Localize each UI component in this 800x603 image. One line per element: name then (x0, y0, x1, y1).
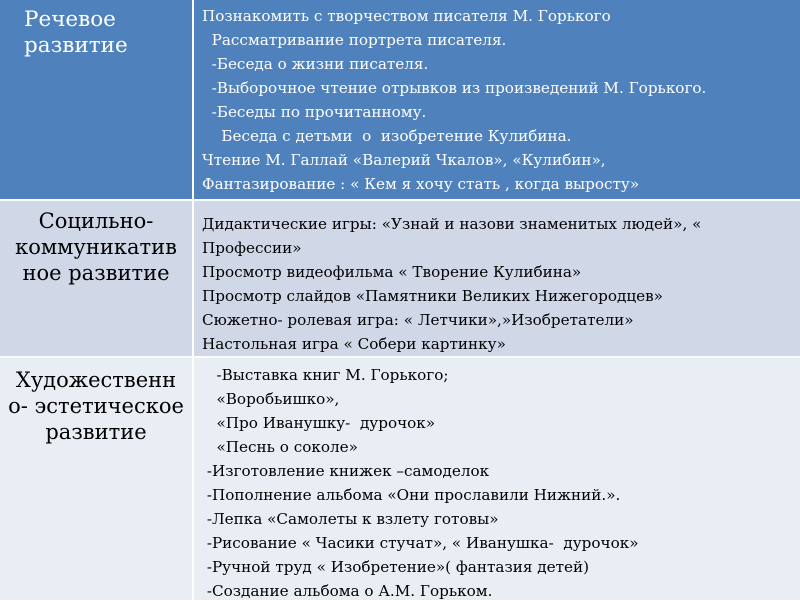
activities-cell (194, 0, 800, 199)
activity-item: Познакомить с творчеством писателя М. Горького (202, 7, 611, 25)
category-cell (0, 0, 194, 199)
activity-item: Чтение М. Галлай «Валерий Чкалов», «Кулибин», (202, 151, 606, 169)
activity-item: Профессии» (202, 239, 302, 257)
activity-item: -Выставка книг М. Горького; (202, 366, 449, 384)
category-label: ное развитие (22, 261, 170, 285)
activity-item: Дидактические игры: «Узнай и назови знаменитых людей», « (202, 215, 702, 233)
category-label: Социльно- (38, 209, 154, 233)
activity-item: Фантазирование : « Кем я хочу стать , когда выросту» (202, 175, 640, 193)
activities-cell (194, 358, 800, 600)
table-row-speech (0, 0, 800, 199)
activity-item: -Ручной труд « Изобретение»( фантазия детей) (202, 558, 590, 576)
activity-item: Беседа с детьми о изобретение Кулибина. (202, 127, 572, 145)
activity-item: -Лепка «Самолеты к взлету готовы» (202, 510, 499, 528)
category-label: развитие (24, 33, 128, 58)
activity-item: Сюжетно- ролевая игра: « Летчики»,»Изобретатели» (202, 311, 634, 329)
activity-item: -Беседы по прочитанному. (202, 103, 427, 121)
activity-item: -Пополнение альбома «Они прославили Нижний.». (202, 486, 621, 504)
category-cell (0, 201, 194, 356)
activity-item: «Воробьишко», (202, 390, 340, 408)
category-label: Художественн (15, 368, 177, 392)
activity-item: Просмотр слайдов «Памятники Великих Нижегородцев» (202, 287, 663, 305)
activity-item: -Беседа о жизни писателя. (202, 55, 429, 73)
activity-item: «Про Иванушку- дурочок» (202, 414, 436, 432)
category-label: Речевое (24, 7, 116, 32)
activity-item: «Песнь о соколе» (202, 438, 358, 456)
activity-item: -Рисование « Часики стучат», « Иванушка- дурочок» (202, 534, 639, 552)
activity-item: -Создание альбома о А.М. Горьком. (202, 582, 493, 600)
activity-item: -Изготовление книжек –самоделок (202, 462, 490, 480)
activities-cell (194, 201, 800, 356)
activity-item: -Выборочное чтение отрывков из произведений М. Горького. (202, 79, 707, 97)
category-label: о- эстетическое (8, 394, 184, 418)
table-row-social (0, 201, 800, 356)
table-row-art (0, 358, 800, 600)
category-label: коммуникатив (15, 235, 177, 259)
category-label: развитие (45, 420, 147, 444)
activity-item: Рассматривание портрета писателя. (202, 31, 507, 49)
activity-item: Настольная игра « Собери картинку» (202, 335, 506, 353)
activity-item: Просмотр видеофильма « Творение Кулибина» (202, 263, 582, 281)
category-cell (0, 358, 194, 600)
